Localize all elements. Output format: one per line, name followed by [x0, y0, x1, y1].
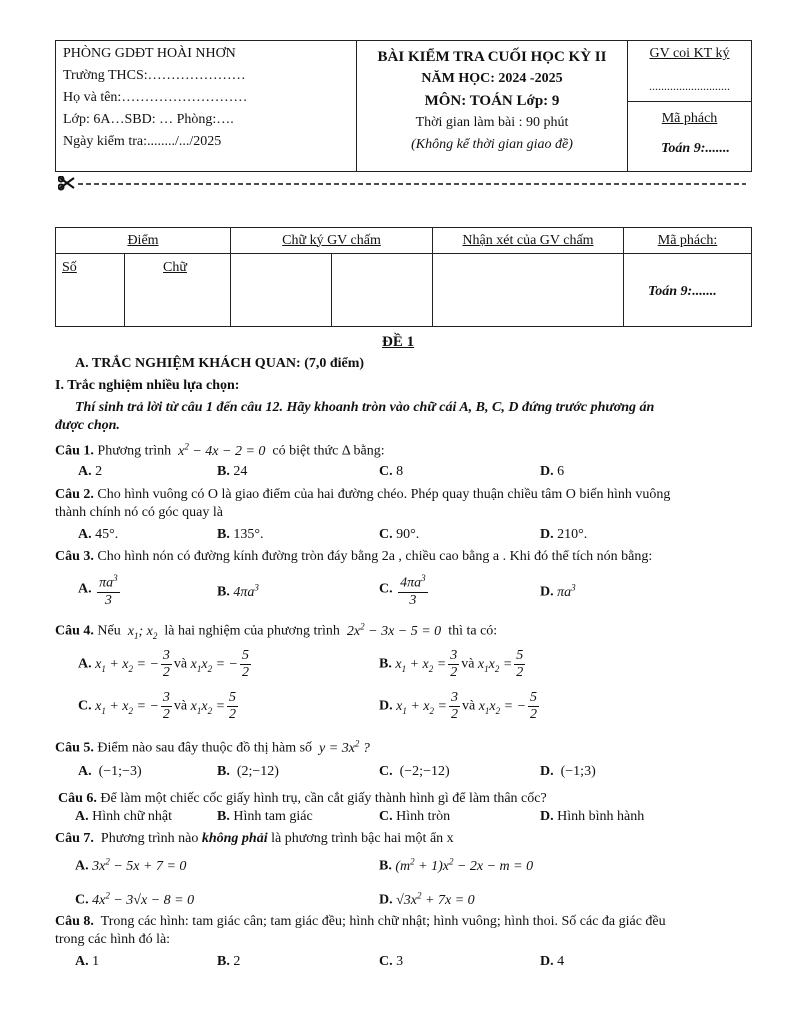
q3-d-formula: $\pi a^3$ [557, 582, 576, 600]
q7-option-a[interactable]: A. $3x^2 - 5x + 7 = 0$ [75, 856, 187, 874]
q5-d-text: (−1;3) [560, 764, 596, 779]
q8-d-letter: D. [540, 954, 554, 969]
q1-a-text: 2 [95, 464, 103, 479]
q8-c-letter: C. [379, 954, 393, 969]
score-words-label: Chữ [163, 260, 187, 275]
q1-option-c[interactable] [379, 464, 403, 480]
q6-a-text: Hình chữ nhật [92, 809, 173, 824]
q3-label: Câu 3. [55, 549, 94, 564]
q2-label: Câu 2. [55, 487, 94, 502]
q1-d-text: 6 [557, 464, 565, 479]
q3-option-b[interactable] [217, 582, 259, 601]
q8-option-c[interactable] [379, 954, 403, 970]
q7-emphasis: không phải [201, 831, 268, 846]
q6-c-letter: C. [379, 809, 393, 824]
q6-option-d[interactable] [540, 809, 644, 825]
instructions-line-1: Thí sinh trả lời từ câu 1 đến câu 12. Hãy khoanh tròn vào chữ cái A, B, C, D đứng trước phương án [75, 400, 655, 415]
exam-title-cell [357, 41, 628, 172]
question-6 [58, 791, 547, 807]
q2-line-1: Cho hình vuông có O là giao điểm của hai đường chéo. Phép quay thuận chiều tâm O biến hình vuông [97, 487, 671, 502]
q4-label: Câu 4. [55, 623, 94, 639]
question-8 [55, 914, 666, 930]
q8-option-d[interactable] [540, 954, 564, 970]
q6-label: Câu 6. [58, 791, 97, 806]
q1-b-letter: B. [217, 464, 230, 479]
q4-d-letter: D. [379, 698, 393, 714]
q1-a-letter: A. [78, 464, 92, 479]
q4-c-and: và [173, 698, 188, 714]
score-table [55, 227, 752, 327]
q6-option-c[interactable] [379, 809, 450, 825]
q3-a-formula: $\frac{\pi a^3}{3}$ [97, 570, 120, 609]
q3-b-letter: B. [217, 584, 230, 600]
q1-b-text: 24 [233, 464, 248, 479]
q4-text-3: thì ta có: [448, 623, 498, 639]
comment-cell [433, 254, 624, 327]
q2-c-letter: C. [379, 527, 393, 542]
question-1 [55, 441, 385, 460]
q5-a-letter: A. [78, 764, 92, 779]
comment-header-text: Nhận xét của GV chấm [462, 232, 594, 248]
q6-a-letter: A. [75, 809, 89, 824]
class-field: Lớp: 6A…SBD: … Phòng:…. [63, 112, 234, 127]
proctor-sign-label: GV coi KT ký [649, 46, 730, 61]
q5-option-a[interactable] [78, 764, 142, 780]
q1-option-a[interactable] [78, 464, 102, 480]
q5-option-c[interactable] [379, 764, 450, 780]
school-year: NĂM HỌC: 2024 -2025 [421, 71, 563, 86]
q3-b-formula: $4\pi a^3$ [233, 582, 259, 600]
score-header [56, 228, 231, 254]
q5-text: Điểm nào sau đây thuộc đồ thị hàm số [97, 740, 313, 756]
q1-c-letter: C. [379, 464, 393, 479]
q2-option-a[interactable] [78, 527, 118, 543]
q6-text: Để làm một chiếc cốc giấy hình trụ, cần cắt giấy thành hình gì để làm thân cốc? [100, 791, 547, 806]
q6-option-a[interactable] [75, 809, 172, 825]
score-number-label: Số [62, 260, 77, 275]
q2-b-text: 135°. [233, 527, 264, 542]
q8-option-a[interactable] [75, 954, 99, 970]
q7-c-letter: C. [75, 892, 89, 908]
q2-a-text: 45°. [95, 527, 119, 542]
q7-label: Câu 7. [55, 831, 94, 846]
q6-option-b[interactable] [217, 809, 313, 825]
q7-a-letter: A. [75, 858, 89, 874]
q3-option-d[interactable] [540, 582, 576, 601]
q1-equation: $x^2 - 4x - 2 = 0$ [174, 441, 269, 459]
q4-option-c[interactable]: C. $x_1 + x_2$ = − $\frac{3}{2}$ và $x_1x_2$ = $\frac{5}{2}$ [78, 690, 237, 722]
q3-a-letter: A. [78, 581, 92, 597]
question-2 [55, 487, 670, 503]
q2-c-text: 90°. [396, 527, 420, 542]
grader2-cell [332, 254, 433, 327]
q5-b-text: (2;−12) [236, 764, 279, 779]
comment-header [433, 228, 624, 254]
q3-option-a[interactable] [78, 570, 122, 609]
subject: MÔN: TOÁN Lớp: 9 [424, 93, 560, 109]
grader1-cell [231, 254, 332, 327]
q3-text: Cho hình nón có đường kính đường tròn đáy bằng 2a , chiều cao bằng a . Khi đó thể tích nón bằng: [97, 549, 653, 564]
q8-line-1: Trong các hình: tam giác cân; tam giác đều; hình chữ nhật; hình vuông; hình thoi. Số các đa giác đều [100, 914, 666, 929]
school-field: Trường THCS:………………… [63, 68, 246, 83]
q2-b-letter: B. [217, 527, 230, 542]
question-7 [55, 831, 454, 847]
q6-d-letter: D. [540, 809, 554, 824]
code-cell [628, 102, 752, 172]
code-value: Toán 9:....... [661, 141, 730, 156]
q2-option-d[interactable] [540, 527, 587, 543]
exam-title: BÀI KIỂM TRA CUỐI HỌC KỲ II [377, 49, 607, 65]
q6-b-letter: B. [217, 809, 230, 824]
q3-c-letter: C. [379, 581, 393, 597]
date-field: Ngày kiểm tra:......../.../2025 [63, 134, 222, 149]
score-words-cell [125, 254, 231, 327]
section-a-title: A. TRẮC NGHIỆM KHÁCH QUAN: (7,0 điểm) [75, 356, 365, 371]
q1-d-letter: D. [540, 464, 554, 479]
q5-function: $y = 3x^2$ ? [315, 738, 370, 756]
question-3 [55, 549, 652, 565]
q4-option-b[interactable]: B. $x_1 + x_2$ = $\frac{3}{2}$ và $x_1x_2$ = $\frac{5}{2}$ [379, 648, 524, 680]
q2-a-letter: A. [78, 527, 92, 542]
q5-d-letter: D. [540, 764, 554, 779]
q2-d-letter: D. [540, 527, 554, 542]
q4-option-a[interactable]: A. $x_1 + x_2$ = − $\frac{3}{2}$ và $x_1x_2$ = − $\frac{5}{2}$ [78, 648, 249, 680]
q6-c-text: Hình tròn [396, 809, 451, 824]
question-5 [55, 738, 370, 757]
q8-option-b[interactable] [217, 954, 240, 970]
q4-a-letter: A. [78, 656, 92, 672]
q3-c-formula: $\frac{4\pi a^3}{3}$ [398, 570, 428, 609]
code-value-cell [624, 254, 752, 327]
duration: Thời gian làm bài : 90 phút [415, 115, 569, 130]
q3-d-letter: D. [540, 584, 554, 600]
q5-option-d[interactable] [540, 764, 596, 780]
q7-d-letter: D. [379, 892, 393, 908]
q1-c-text: 8 [396, 464, 404, 479]
q4-roots: $x_1$; $x_2$ [124, 623, 158, 641]
q2-option-c[interactable] [379, 527, 419, 543]
score-code-value: Toán 9:....... [648, 284, 717, 299]
q8-c-text: 3 [396, 954, 404, 969]
q1-text-2: có biệt thức Δ bằng: [272, 443, 385, 459]
q8-d-text: 4 [557, 954, 565, 969]
q4-text-1: Nếu [97, 623, 121, 639]
q5-option-b[interactable] [217, 764, 279, 780]
instructions-line-2: được chọn. [55, 418, 120, 433]
q4-option-d[interactable]: D. $x_1 + x_2$ = $\frac{3}{2}$ và $x_1x_2$ = − $\frac{5}{2}$ [379, 690, 538, 722]
score-number-cell [56, 254, 125, 327]
q8-label: Câu 8. [55, 914, 94, 929]
q5-c-letter: C. [379, 764, 393, 779]
proctor-cell [628, 41, 752, 102]
score-header-text: Điểm [127, 232, 159, 248]
q5-a-text: (−1;−3) [98, 764, 142, 779]
q6-b-text: Hình tam giác [233, 809, 313, 824]
q4-equation: $2x^2 - 3x - 5 = 0$ [343, 621, 445, 639]
q8-b-text: 2 [233, 954, 241, 969]
proctor-sign-dots: ........................... [649, 79, 730, 93]
q4-d-and: và [461, 698, 476, 714]
code-label: Mã phách [661, 111, 718, 126]
grader-sign-text: Chữ ký GV chấm [282, 232, 381, 248]
q8-a-letter: A. [75, 954, 89, 969]
q1-label: Câu 1. [55, 443, 94, 459]
scissors-icon [59, 177, 75, 190]
q2-d-text: 210°. [557, 527, 588, 542]
q6-d-text: Hình bình hành [557, 809, 645, 824]
name-field: Họ và tên:……………………… [63, 90, 248, 105]
school-info [56, 41, 357, 172]
q7-b-letter: B. [379, 858, 392, 874]
cut-line [58, 176, 748, 192]
q2-line-2: thành chính nó có góc quay là [55, 505, 223, 520]
q7-option-b[interactable]: B. $(m^2 + 1)x^2 - 2x - m = 0$ [379, 856, 534, 874]
q1-option-d[interactable] [540, 464, 564, 480]
q2-option-b[interactable] [217, 527, 263, 543]
q4-b-and: và [461, 656, 475, 672]
q3-option-c[interactable] [379, 570, 430, 609]
code-header-text: Mã phách: [657, 232, 718, 248]
q4-b-letter: B. [379, 656, 392, 672]
q5-c-text: (−2;−12) [399, 764, 450, 779]
q5-b-letter: B. [217, 764, 230, 779]
q1-text-1: Phương trình [97, 443, 172, 459]
department: PHÒNG GDĐT HOÀI NHƠN [63, 46, 236, 61]
exam-code: ĐỀ 1 [382, 334, 415, 350]
q4-text-2: là hai nghiệm của phương trình [164, 623, 340, 639]
q7-option-d[interactable]: D. $√3x^2 + 7x = 0$ [379, 890, 475, 908]
q7-text-1: Phương trình nào [100, 831, 199, 846]
question-4 [55, 621, 497, 640]
q8-b-letter: B. [217, 954, 230, 969]
part-1-title: I. Trắc nghiệm nhiều lựa chọn: [55, 378, 240, 393]
q5-label: Câu 5. [55, 740, 94, 756]
code-header [624, 228, 752, 254]
q7-option-c[interactable]: C. $4x^2 - 3√x - 8 = 0$ [75, 890, 195, 908]
q4-a-and: và [173, 656, 188, 672]
q8-line-2: trong các hình đó là: [55, 932, 171, 947]
grader-sign-header [231, 228, 433, 254]
q7-text-3: là phương trình bậc hai một ẩn x [271, 831, 454, 846]
duration-note: (Không kể thời gian giao đề) [411, 137, 573, 152]
q8-a-text: 1 [92, 954, 100, 969]
exam-header [55, 40, 752, 172]
q4-c-letter: C. [78, 698, 92, 714]
q1-option-b[interactable] [217, 464, 247, 480]
